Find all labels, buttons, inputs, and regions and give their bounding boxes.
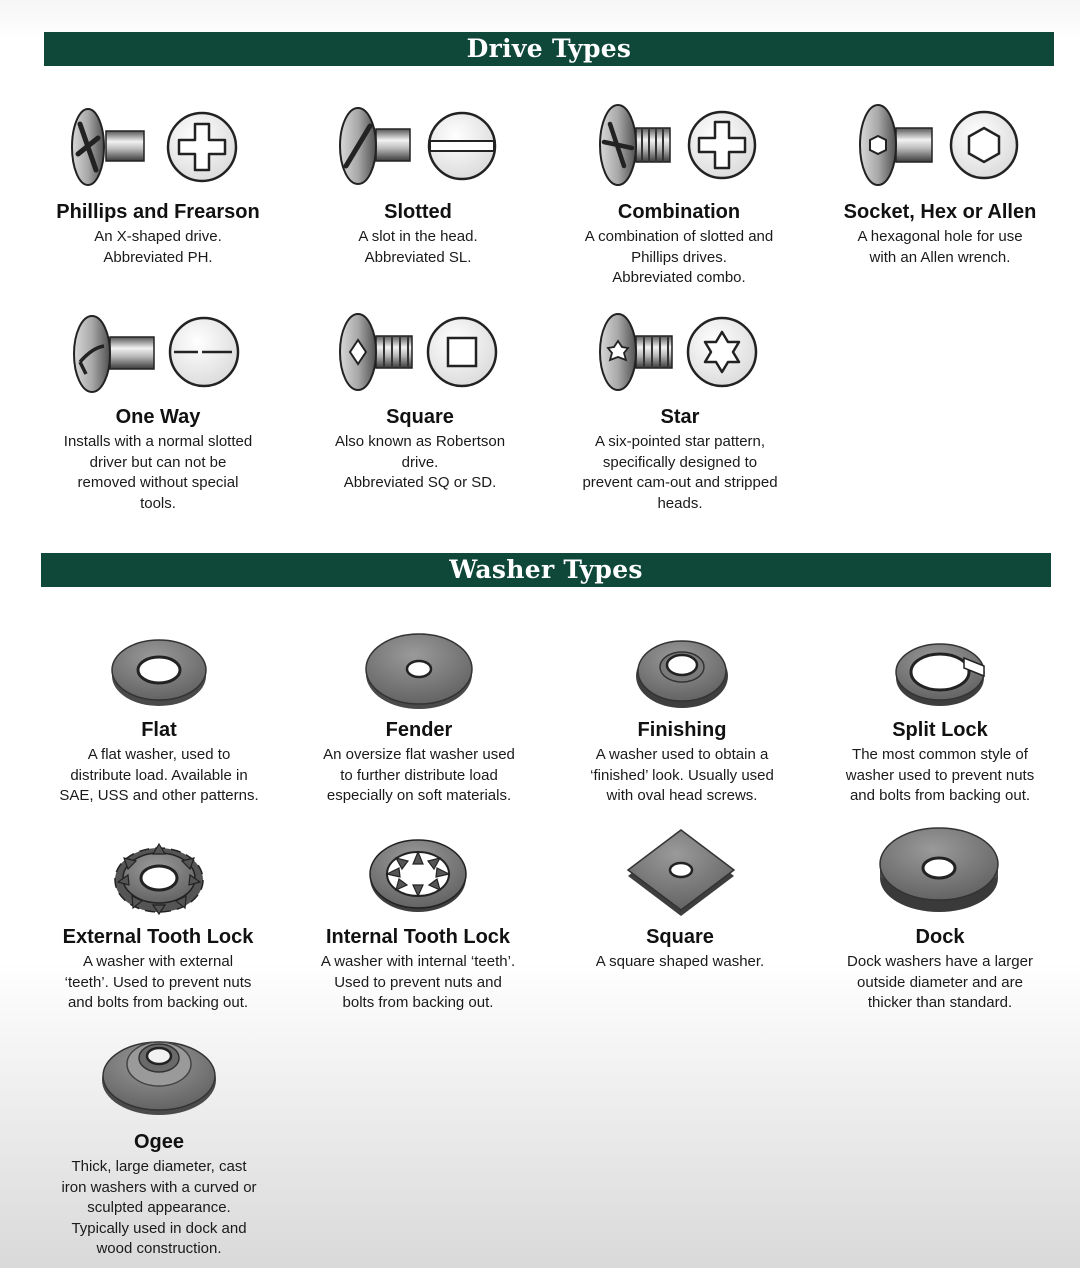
washer-type-internal-tooth-lock (288, 925, 548, 1014)
washer-type-name: Square (646, 926, 714, 948)
internal-tooth-washer-icon (366, 836, 470, 916)
washer-type-description: The most common style of washer used to prevent nuts and bolts from backing out. (845, 746, 1035, 804)
star-drive-screw-icon (596, 310, 764, 396)
washer-type-name: Split Lock (892, 719, 988, 741)
phillips-screw-icon (68, 104, 246, 190)
slotted-screw-icon (336, 104, 504, 190)
washer-type-dock (810, 925, 1070, 1014)
drive-type-star (550, 405, 810, 514)
washer-type-finishing (552, 718, 812, 807)
drive-type-slotted (288, 200, 548, 268)
washer-type-name: External Tooth Lock (62, 926, 254, 948)
drive-type-combination (549, 200, 809, 289)
washer-type-ogee (29, 1130, 289, 1260)
drive-type-socket (810, 200, 1070, 268)
drive-type-description: An X-shaped drive. Abbreviated PH. (94, 228, 222, 266)
washer-type-split-lock (810, 718, 1070, 807)
washer-type-description: An oversize flat washer used to further distribute load especially on soft materials. (323, 746, 515, 804)
combination-screw-icon (596, 102, 764, 190)
socket-hex-screw-icon (856, 102, 1024, 190)
washer-type-name: Dock (915, 926, 965, 948)
drive-type-name: One Way (115, 406, 201, 428)
drive-type-description: A slot in the head. Abbreviated SL. (358, 228, 478, 266)
external-tooth-washer-icon (112, 840, 206, 916)
drive-type-name: Star (660, 406, 700, 428)
dock-washer-icon (876, 822, 1002, 916)
washer-type-description: A washer used to obtain a ‘finished’ look. Usually used with oval head screws. (590, 746, 774, 804)
drive-type-description: Installs with a normal slotted driver but can not be removed without special tools. (63, 433, 253, 512)
fender-washer-icon (362, 628, 476, 714)
finishing-washer-icon (632, 632, 732, 712)
washer-type-description: A washer with external ‘teeth’. Used to prevent nuts and bolts from backing out. (64, 953, 252, 1011)
drive-type-name: Socket, Hex or Allen (843, 201, 1037, 223)
washer-type-description: Dock washers have a larger outside diameter and are thicker than standard. (847, 953, 1033, 1011)
washer-type-name: Internal Tooth Lock (325, 926, 511, 948)
drive-type-name: Square (386, 406, 454, 428)
drive-type-name: Phillips and Frearson (56, 201, 260, 223)
drive-type-description: A hexagonal hole for use with an Allen wrench. (857, 228, 1023, 266)
drive-type-one-way (28, 405, 288, 514)
washer-type-description: A flat washer, used to distribute load. Available in SAE, USS and other patterns. (59, 746, 259, 804)
washer-type-name: Flat (141, 719, 177, 741)
washer-type-square (550, 925, 810, 973)
one-way-screw-icon (70, 312, 246, 396)
split-lock-washer-icon (892, 632, 988, 712)
square-drive-screw-icon (336, 310, 504, 396)
washer-type-name: Ogee (133, 1131, 185, 1153)
square-washer-icon (620, 826, 742, 918)
drive-type-square (290, 405, 550, 494)
washer-type-description: A washer with internal ‘teeth’. Used to prevent nuts and bolts from backing out. (320, 953, 516, 1011)
washer-type-external-tooth-lock (28, 925, 288, 1014)
drive-type-description: A six-pointed star pattern, specifically designed to prevent cam-out and stripped heads. (582, 433, 778, 512)
washer-type-flat (29, 718, 289, 807)
washer-types-heading: Washer Types (41, 553, 1051, 587)
washer-type-description: A square shaped washer. (595, 953, 765, 970)
drive-type-phillips (28, 200, 288, 268)
drive-types-heading: Drive Types (44, 32, 1054, 66)
drive-type-name: Slotted (384, 201, 452, 223)
washer-type-fender (289, 718, 549, 807)
washer-type-name: Finishing (637, 719, 727, 741)
drive-type-description: Also known as Robertson drive. Abbreviated SQ or SD. (334, 433, 506, 491)
flat-washer-icon (108, 634, 210, 710)
washer-type-name: Fender (385, 719, 453, 741)
drive-type-name: Combination (617, 201, 741, 223)
drive-type-description: A combination of slotted and Phillips drives. Abbreviated combo. (584, 228, 774, 286)
ogee-washer-icon (98, 1030, 220, 1120)
washer-type-description: Thick, large diameter, cast iron washers with a curved or sculpted appearance. Typically used in dock and wood construction. (61, 1158, 257, 1257)
